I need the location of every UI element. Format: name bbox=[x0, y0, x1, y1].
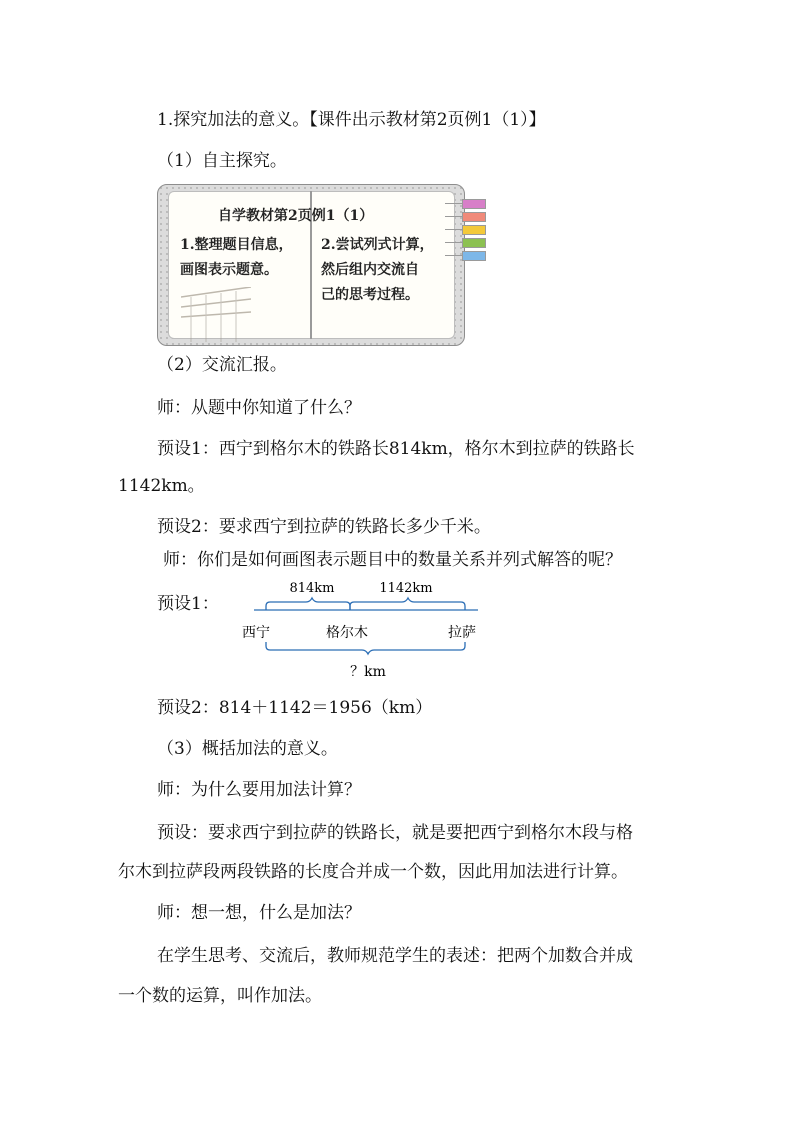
task-2-line-1: 2.尝试列式计算， bbox=[321, 237, 434, 253]
task-2-line-3: 己的思考过程。 bbox=[321, 287, 419, 303]
bookmark-tab-pink bbox=[462, 199, 486, 209]
bookmark-tab-blue bbox=[462, 251, 486, 261]
preset-explanation-2: 尔木到拉萨段两段铁路的长度合并成一个数，因此用加法进行计算。 bbox=[118, 862, 628, 882]
bookmark-tab-red bbox=[462, 212, 486, 222]
bottom-brace bbox=[266, 642, 465, 654]
point-lhasa: 拉萨 bbox=[448, 625, 476, 641]
point-xining: 西宁 bbox=[242, 625, 270, 641]
heading-explore-addition: 1.探究加法的意义。【课件出示教材第2页例1（1）】 bbox=[157, 110, 546, 130]
preset-explanation-1: 预设：要求西宁到拉萨的铁路长，就是要把西宁到格尔木段与格 bbox=[157, 823, 633, 843]
bookmark-tab-link bbox=[445, 255, 463, 256]
step-summarize: （3）概括加法的意义。 bbox=[157, 739, 338, 759]
task-2-line-2: 然后组内交流自 bbox=[321, 262, 419, 278]
task-1 bbox=[180, 233, 293, 283]
bookmark-tab-link bbox=[445, 229, 463, 230]
task-1-line-1: 1.整理题目信息， bbox=[180, 237, 293, 253]
bookmark-tab-green bbox=[462, 238, 486, 248]
railing-decoration bbox=[181, 287, 251, 342]
book-title: 自学教材第2页例1（1） bbox=[218, 208, 374, 224]
teacher-question-2: 师：你们是如何画图表示题目中的数量关系并列式解答的呢？ bbox=[163, 550, 622, 570]
total-label: ？km bbox=[350, 664, 386, 680]
step-self-explore: （1）自主探究。 bbox=[157, 151, 287, 171]
top-brace-2 bbox=[350, 598, 465, 610]
teacher-question-4: 师：想一想，什么是加法？ bbox=[157, 903, 361, 923]
textbook-illustration bbox=[157, 184, 465, 346]
bookmark-tab-link bbox=[445, 216, 463, 217]
segment-2-label: 1142km bbox=[379, 581, 433, 596]
task-2 bbox=[321, 233, 434, 308]
teacher-question-1: 师：从题中你知道了什么？ bbox=[157, 398, 361, 418]
definition-1: 在学生思考、交流后，教师规范学生的表述：把两个加数合并成 bbox=[157, 946, 633, 966]
point-golmud: 格尔木 bbox=[326, 625, 368, 641]
preset-1-text: 预设1：西宁到格尔木的铁路长814km，格尔木到拉萨的铁路长 bbox=[157, 439, 635, 459]
task-1-line-2: 画图表示题意。 bbox=[180, 262, 278, 278]
step-report: （2）交流汇报。 bbox=[157, 355, 287, 375]
preset-1-continued: 1142km。 bbox=[118, 476, 205, 496]
bookmark-tab-link bbox=[445, 203, 463, 204]
bookmark-tab-link bbox=[445, 242, 463, 243]
segment-1-label: 814km bbox=[289, 581, 335, 596]
top-brace-1b bbox=[266, 598, 350, 610]
bookmark-tab-yellow bbox=[462, 225, 486, 235]
line-segment-diagram bbox=[240, 578, 500, 688]
preset-1-label: 预设1： bbox=[157, 594, 219, 614]
definition-2: 一个数的运算，叫作加法。 bbox=[118, 986, 322, 1006]
preset-2-equation: 预设2：814＋1142＝1956（km） bbox=[157, 698, 433, 718]
preset-2-text: 预设2：要求西宁到拉萨的铁路长多少千米。 bbox=[157, 517, 491, 537]
teacher-question-3: 师：为什么要用加法计算？ bbox=[157, 780, 361, 800]
